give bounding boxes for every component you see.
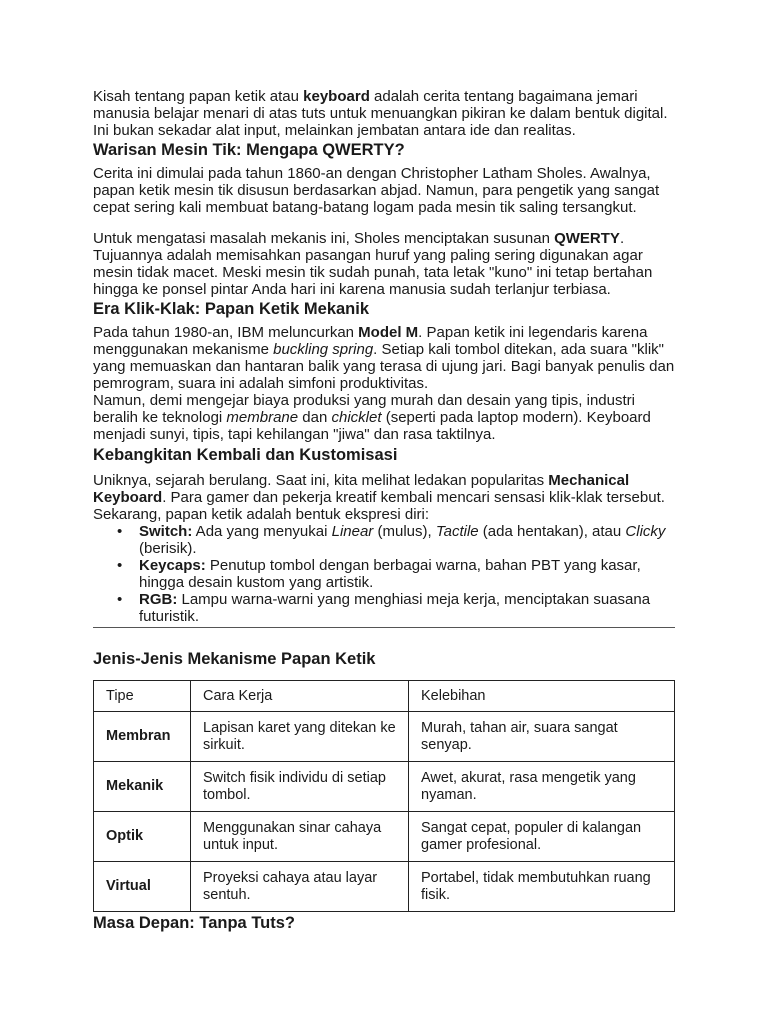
table-cell-type: Membran xyxy=(94,712,191,762)
heading-qwerty: Warisan Mesin Tik: Mengapa QWERTY? xyxy=(93,141,405,159)
table-header-cell: Tipe xyxy=(94,681,191,712)
table-row xyxy=(94,712,675,762)
table-cell-how: Switch fisik individu di setiap tombol. xyxy=(191,762,409,812)
qwerty-paragraph-1: Cerita ini dimulai pada tahun 1860-an dengan Christopher Latham Sholes. Awalnya, papan ketik mesin tik disusun berdasarkan abjad. Namun, para pengetik yang sangat cepat sering kali membuat batang-batang logam pada mesin tik saling tersangkut. xyxy=(93,165,660,216)
table-cell-advantage: Murah, tahan air, suara sangat senyap. xyxy=(409,712,675,762)
table-cell-type: Optik xyxy=(94,812,191,862)
table-cell-advantage: Portabel, tidak membutuhkan ruang fisik. xyxy=(409,862,675,912)
table-cell-how: Lapisan karet yang ditekan ke sirkuit. xyxy=(191,712,409,762)
list-item-keycaps: • Keycaps: Penutup tombol dengan berbagai warna, bahan PBT yang kasar, hingga desain kustom yang artistik. xyxy=(139,557,675,591)
table-cell-type: Virtual xyxy=(94,862,191,912)
table-row xyxy=(94,812,675,862)
mechanical-era-paragraph-1: Pada tahun 1980-an, IBM meluncurkan Model M. Papan ketik ini legendaris karena menggunakan mekanisme buckling spring. Setiap kali tombol ditekan, ada suara "klik" yang memuaskan dan hantaran balik yang terasa di ujung jari. Bagi banyak penulis dan pemrogram, suara ini adalah simfoni produktivitas. xyxy=(93,324,675,392)
table-cell-type: Mekanik xyxy=(94,762,191,812)
intro-paragraph: Kisah tentang papan ketik atau keyboard adalah cerita tentang bagaimana jemari manusia belajar menari di atas tuts untuk menuangkan pikiran ke dalam bentuk digital. Ini bukan sekadar alat input, melainkan jembatan antara ide dan realitas. xyxy=(93,88,668,139)
heading-mechanical-era: Era Klik-Klak: Papan Ketik Mekanik xyxy=(93,300,370,318)
table-header-row xyxy=(94,681,675,712)
heading-mechanism-types: Jenis-Jenis Mekanisme Papan Ketik xyxy=(93,650,376,668)
table-cell-how: Proyeksi cahaya atau layar sentuh. xyxy=(191,862,409,912)
table-row xyxy=(94,862,675,912)
mechanical-era-paragraph-2: Namun, demi mengejar biaya produksi yang murah dan desain yang tipis, industri beralih ke teknologi membrane dan chicklet (seperti pada laptop modern). Keyboard menjadi sunyi, tipis, tapi kehilangan "jiwa" dan rasa taktilnya. xyxy=(93,392,651,443)
table-header-cell: Kelebihan xyxy=(409,681,675,712)
table-cell-advantage: Awet, akurat, rasa mengetik yang nyaman. xyxy=(409,762,675,812)
mechanism-table xyxy=(93,680,675,912)
revival-paragraph: Uniknya, sejarah berulang. Saat ini, kita melihat ledakan popularitas Mechanical Keyboard. Para gamer dan pekerja kreatif kembali mencari sensasi klik-klak tersebut. Sekarang, papan ketik adalah bentuk ekspresi diri: xyxy=(93,472,665,523)
list-item-switch: • Switch: Ada yang menyukai Linear (mulus), Tactile (ada hentakan), atau Clicky (berisik). xyxy=(139,523,675,557)
heading-future: Masa Depan: Tanpa Tuts? xyxy=(93,914,295,932)
table-row xyxy=(94,762,675,812)
table-cell-advantage: Sangat cepat, populer di kalangan gamer profesional. xyxy=(409,812,675,862)
qwerty-paragraph-2: Untuk mengatasi masalah mekanis ini, Sholes menciptakan susunan QWERTY. Tujuannya adalah memisahkan pasangan huruf yang paling sering digunakan agar mesin tidak macet. Meski mesin tik sudah punah, tata letak "kuno" ini tetap bertahan hingga ke ponsel pintar Anda hari ini karena manusia sudah terlanjur terbiasa. xyxy=(93,230,653,298)
heading-revival: Kebangkitan Kembali dan Kustomisasi xyxy=(93,446,398,464)
list-item-rgb: • RGB: Lampu warna-warni yang menghiasi meja kerja, menciptakan suasana futuristik. xyxy=(139,591,675,625)
horizontal-divider xyxy=(93,627,675,628)
table-cell-how: Menggunakan sinar cahaya untuk input. xyxy=(191,812,409,862)
document-body xyxy=(93,88,675,933)
customization-list xyxy=(93,523,675,625)
table-header-cell: Cara Kerja xyxy=(191,681,409,712)
